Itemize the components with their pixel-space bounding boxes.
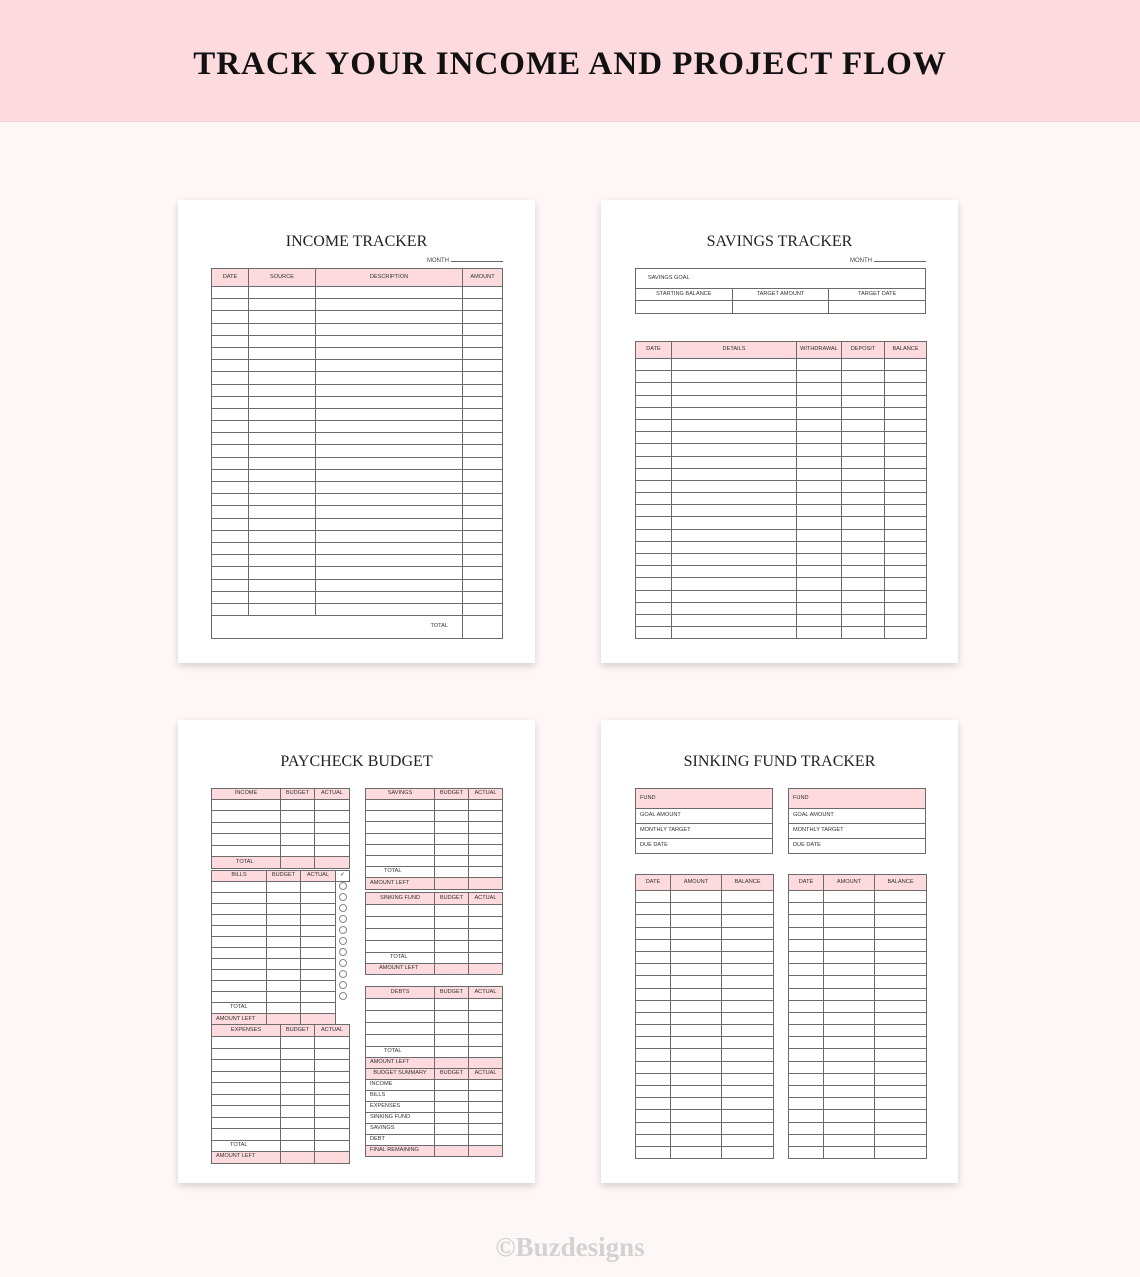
starting-balance-label: STARTING BALANCE	[636, 289, 733, 301]
table-row	[789, 1000, 927, 1012]
actual-header: ACTUAL	[301, 871, 336, 882]
table-row	[789, 939, 927, 951]
table-row	[636, 1073, 774, 1085]
table-row	[212, 970, 350, 981]
table-row	[789, 1098, 927, 1110]
table-row	[636, 517, 927, 529]
table-row	[212, 1060, 350, 1072]
fund-label: FUND	[636, 789, 773, 809]
table-row	[366, 999, 503, 1011]
table-row	[636, 964, 774, 976]
actual-header: ACTUAL	[315, 789, 350, 800]
column-header: DATE	[636, 875, 671, 891]
fund-log-rows	[636, 891, 774, 1159]
table-row	[212, 800, 350, 811]
table-row	[636, 566, 927, 578]
summary-row-label: FINAL REMAINING	[366, 1146, 435, 1157]
table-row	[212, 1129, 350, 1141]
table-row	[212, 408, 503, 420]
budget-header: BUDGET	[281, 789, 315, 800]
table-row	[636, 1037, 774, 1049]
column-header: BALANCE	[885, 342, 927, 359]
income-tracker-sheet	[178, 200, 535, 663]
table-row	[789, 951, 927, 963]
table-row	[789, 964, 927, 976]
table-row	[789, 927, 927, 939]
table-row	[212, 372, 503, 384]
checkbox-circle-icon	[339, 926, 347, 934]
table-row	[212, 482, 503, 494]
table-row	[636, 371, 927, 383]
table-row	[636, 493, 927, 505]
savings-table	[635, 341, 926, 639]
table-row	[636, 1000, 774, 1012]
total-cell	[463, 616, 503, 639]
table-row	[789, 1146, 927, 1158]
table-row	[212, 530, 503, 542]
table-row	[212, 1037, 350, 1049]
table-row	[366, 929, 503, 941]
table-row	[212, 591, 503, 603]
table-row	[636, 468, 927, 480]
table-row	[212, 311, 503, 323]
fund-log-table-right	[788, 874, 926, 1159]
banner-title: TRACK YOUR INCOME AND PROJECT FLOW	[193, 46, 947, 82]
table-row	[212, 893, 350, 904]
header-banner	[0, 0, 1140, 122]
summary-row-label: DEBT	[366, 1135, 435, 1146]
checkbox-circle-icon	[339, 915, 347, 923]
table-row	[212, 579, 503, 591]
table-row	[212, 287, 503, 299]
table-row	[366, 844, 503, 855]
sinking-fund-tracker-sheet	[601, 720, 958, 1183]
bills-rows	[212, 882, 350, 1003]
expenses-table	[211, 1024, 349, 1164]
table-row	[636, 541, 927, 553]
table-row	[212, 335, 503, 347]
table-row	[789, 1122, 927, 1134]
checkbox-circle-icon	[339, 959, 347, 967]
table-row	[789, 1073, 927, 1085]
column-header: DATE	[636, 342, 672, 359]
table-row	[636, 529, 927, 541]
table-row	[366, 941, 503, 953]
checkbox-circle-icon	[339, 882, 347, 890]
debts-rows	[366, 999, 503, 1047]
summary-row-label: SAVINGS	[366, 1124, 435, 1135]
table-row	[789, 915, 927, 927]
savings-tracker-title: SAVINGS TRACKER	[706, 233, 853, 250]
total-label: TOTAL	[366, 1047, 435, 1058]
income-header: INCOME	[212, 789, 281, 800]
table-row	[636, 988, 774, 1000]
table-row	[789, 1086, 927, 1098]
table-row	[212, 494, 503, 506]
table-row	[212, 396, 503, 408]
actual-header: ACTUAL	[469, 1069, 503, 1080]
table-row	[212, 360, 503, 372]
table-row	[212, 567, 503, 579]
month-field	[850, 258, 926, 264]
table-row	[636, 359, 927, 371]
table-row	[212, 926, 350, 937]
column-header: BALANCE	[875, 875, 927, 891]
income-table	[211, 268, 502, 639]
table-row	[212, 845, 350, 856]
column-header: AMOUNT	[671, 875, 722, 891]
checkbox-circle-icon	[339, 992, 347, 1000]
table-row	[212, 603, 503, 615]
total-label: TOTAL	[212, 856, 281, 868]
budget-summary-table	[365, 1068, 502, 1157]
month-label: MONTH	[850, 258, 872, 264]
paycheck-budget-title: PAYCHECK BUDGET	[280, 753, 433, 770]
sinking-fund-tracker-title: SINKING FUND TRACKER	[683, 753, 876, 770]
budget-header: BUDGET	[435, 1069, 469, 1080]
savings-header: SAVINGS	[366, 789, 435, 800]
table-row	[212, 981, 350, 992]
total-label: TOTAL	[366, 867, 435, 878]
sinking-fund-header: SINKING FUND	[366, 893, 435, 905]
monthly-target-label: MONTHLY TARGET	[636, 824, 773, 839]
column-header: DATE	[789, 875, 824, 891]
savings-rows	[366, 800, 503, 867]
expenses-rows	[212, 1037, 350, 1141]
month-label: MONTH	[427, 258, 449, 264]
table-row	[212, 904, 350, 915]
table-row	[212, 1106, 350, 1118]
table-row	[212, 1117, 350, 1129]
table-row	[636, 1086, 774, 1098]
table-row	[366, 1035, 503, 1047]
checkbox-circle-icon	[339, 981, 347, 989]
table-row	[636, 951, 774, 963]
table-row	[636, 1049, 774, 1061]
goal-amount-label: GOAL AMOUNT	[636, 809, 773, 824]
fund-info-table-left	[635, 788, 773, 854]
table-row	[789, 1025, 927, 1037]
table-row	[366, 855, 503, 866]
savings-budget-table	[365, 788, 502, 890]
table-row	[789, 1049, 927, 1061]
budget-header: BUDGET	[435, 893, 469, 905]
table-row	[789, 1061, 927, 1073]
table-row	[636, 1098, 774, 1110]
month-field	[427, 258, 503, 264]
income-budget-table	[211, 788, 349, 869]
income-tracker-title: INCOME TRACKER	[285, 233, 428, 250]
table-row	[212, 992, 350, 1003]
table-row	[212, 433, 503, 445]
savings-goal-label: SAVINGS GOAL	[636, 269, 926, 289]
budget-header: BUDGET	[267, 871, 301, 882]
table-row	[212, 469, 503, 481]
sinking-rows	[366, 905, 503, 953]
total-label: TOTAL	[212, 616, 463, 639]
table-row	[636, 578, 927, 590]
amount-left-label: AMOUNT LEFT	[212, 1014, 267, 1026]
table-row	[212, 506, 503, 518]
amount-left-label: AMOUNT LEFT	[212, 1151, 281, 1163]
debts-header: DEBTS	[366, 987, 435, 999]
table-row	[636, 903, 774, 915]
budget-header: BUDGET	[435, 987, 469, 999]
table-row	[789, 1110, 927, 1122]
table-row	[636, 1122, 774, 1134]
savings-rows	[636, 359, 927, 639]
table-row	[636, 976, 774, 988]
budget-summary-header: BUDGET SUMMARY	[366, 1069, 435, 1080]
table-row	[212, 384, 503, 396]
table-row	[212, 959, 350, 970]
table-row	[212, 347, 503, 359]
table-row	[212, 834, 350, 845]
table-row	[636, 1012, 774, 1024]
table-row	[366, 1011, 503, 1023]
savings-goal-table	[635, 268, 926, 314]
goal-amount-label: GOAL AMOUNT	[789, 809, 926, 824]
table-row	[636, 444, 927, 456]
table-row	[789, 976, 927, 988]
column-header: AMOUNT	[824, 875, 875, 891]
monthly-target-label: MONTHLY TARGET	[789, 824, 926, 839]
table-row	[366, 833, 503, 844]
column-header: DETAILS	[672, 342, 797, 359]
watermark-credit: ©Buzdesigns	[495, 1232, 645, 1262]
table-row	[636, 939, 774, 951]
table-row	[212, 555, 503, 567]
fund-info-table-right	[788, 788, 926, 854]
due-date-label: DUE DATE	[636, 839, 773, 854]
summary-row-label: SINKING FUND	[366, 1113, 435, 1124]
debts-table	[365, 986, 502, 1069]
fund-label: FUND	[789, 789, 926, 809]
table-row	[636, 456, 927, 468]
total-label: TOTAL	[212, 1140, 281, 1151]
summary-row-label: EXPENSES	[366, 1102, 435, 1113]
actual-header: ACTUAL	[315, 1025, 350, 1037]
table-row	[366, 811, 503, 822]
table-row	[636, 395, 927, 407]
income-rows	[212, 287, 503, 616]
column-header: DEPOSIT	[842, 342, 885, 359]
table-row	[636, 505, 927, 517]
table-row	[636, 419, 927, 431]
table-row	[212, 542, 503, 554]
table-row	[212, 445, 503, 457]
budget-header: BUDGET	[435, 789, 469, 800]
table-row	[366, 1023, 503, 1035]
checkbox-circle-icon	[339, 893, 347, 901]
table-row	[212, 915, 350, 926]
table-row	[789, 891, 927, 903]
amount-left-label: AMOUNT LEFT	[366, 1058, 435, 1069]
table-row	[636, 554, 927, 566]
checkbox-circle-icon	[339, 948, 347, 956]
table-row	[366, 917, 503, 929]
table-row	[789, 1012, 927, 1024]
savings-tracker-sheet	[601, 200, 958, 663]
column-header: DESCRIPTION	[316, 269, 463, 287]
table-row	[212, 1094, 350, 1106]
table-row	[789, 903, 927, 915]
table-row	[789, 1134, 927, 1146]
column-header: DATE	[212, 269, 249, 287]
column-header: WITHDRAWAL	[797, 342, 842, 359]
table-row	[789, 1037, 927, 1049]
total-label: TOTAL	[212, 1003, 267, 1014]
bills-header: BILLS	[212, 871, 267, 882]
total-label: TOTAL	[366, 953, 435, 964]
check-icon: ✓	[336, 871, 350, 882]
table-row	[212, 937, 350, 948]
column-header: BALANCE	[722, 875, 774, 891]
table-row	[636, 1146, 774, 1158]
table-row	[366, 822, 503, 833]
table-row	[636, 915, 774, 927]
table-row	[636, 627, 927, 639]
fund-log-table-left	[635, 874, 773, 1159]
table-row	[636, 1110, 774, 1122]
table-row	[636, 590, 927, 602]
due-date-label: DUE DATE	[789, 839, 926, 854]
table-row	[212, 323, 503, 335]
table-row	[636, 927, 774, 939]
table-row	[636, 602, 927, 614]
table-row	[636, 1134, 774, 1146]
sinking-fund-budget-table	[365, 892, 502, 975]
table-row	[212, 1048, 350, 1060]
table-row	[212, 1083, 350, 1095]
target-amount-label: TARGET AMOUNT	[732, 289, 829, 301]
checkbox-circle-icon	[339, 904, 347, 912]
table-row	[212, 811, 350, 822]
expenses-header: EXPENSES	[212, 1025, 281, 1037]
target-date-label: TARGET DATE	[829, 289, 926, 301]
table-row	[636, 1061, 774, 1073]
table-row	[212, 1071, 350, 1083]
checkbox-circle-icon	[339, 937, 347, 945]
table-row	[212, 457, 503, 469]
table-row	[636, 432, 927, 444]
table-row	[636, 480, 927, 492]
table-row	[212, 882, 350, 893]
column-header: SOURCE	[249, 269, 316, 287]
table-row	[636, 614, 927, 626]
amount-left-label: AMOUNT LEFT	[366, 878, 435, 890]
fund-log-rows	[789, 891, 927, 1159]
bills-table	[211, 870, 349, 1026]
table-row	[212, 948, 350, 959]
amount-left-label: AMOUNT LEFT	[366, 964, 435, 975]
actual-header: ACTUAL	[469, 789, 503, 800]
table-row	[212, 822, 350, 833]
actual-header: ACTUAL	[469, 987, 503, 999]
checkbox-circle-icon	[339, 970, 347, 978]
summary-row-label: INCOME	[366, 1080, 435, 1091]
table-row	[636, 891, 774, 903]
paycheck-budget-sheet	[178, 720, 535, 1183]
income-rows	[212, 800, 350, 857]
table-row	[212, 518, 503, 530]
summary-row-label: BILLS	[366, 1091, 435, 1102]
table-row	[636, 383, 927, 395]
table-row	[212, 299, 503, 311]
table-row	[366, 905, 503, 917]
column-header: AMOUNT	[463, 269, 503, 287]
table-row	[212, 421, 503, 433]
actual-header: ACTUAL	[469, 893, 503, 905]
table-row	[636, 407, 927, 419]
table-row	[636, 1025, 774, 1037]
budget-header: BUDGET	[281, 1025, 315, 1037]
table-row	[366, 800, 503, 811]
table-row	[789, 988, 927, 1000]
